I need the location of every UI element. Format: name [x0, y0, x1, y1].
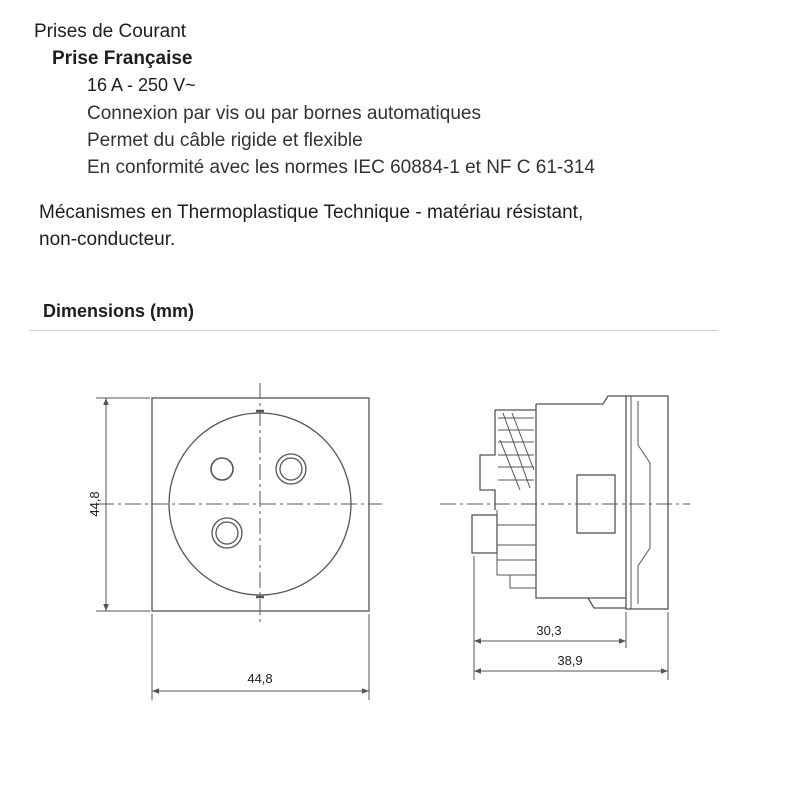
front-height-label: 44,8: [87, 491, 102, 517]
side-total-depth-label: 38,9: [557, 653, 583, 668]
mechanism-description-line2: non-conducteur.: [39, 229, 176, 250]
terminal-base: [510, 575, 536, 588]
side-body-depth-label: 30,3: [536, 623, 562, 638]
socket-hole-inner: [280, 458, 302, 480]
feature-item: En conformité avec les normes IEC 60884-1 et NF C 61-314: [87, 157, 595, 178]
socket-hole-inner: [216, 522, 238, 544]
feature-item: Permet du câble rigide et flexible: [87, 130, 363, 151]
side-body-bottom: [588, 598, 626, 608]
side-body-top: [536, 396, 626, 404]
dimensions-title: Dimensions (mm): [43, 301, 195, 321]
terminal-lower-detail: [497, 510, 536, 575]
side-view: [440, 396, 690, 609]
product-name: Prise Française: [52, 48, 193, 69]
feature-item: Connexion par vis ou par bornes automatiques: [87, 103, 481, 124]
earth-pin: [211, 458, 233, 480]
front-view: [98, 383, 382, 626]
faceplate-profile: [638, 401, 650, 604]
category-title: Prises de Courant: [34, 21, 187, 42]
mechanism-description-line1: Mécanismes en Thermoplastique Technique - matériau résistant,: [39, 202, 584, 223]
side-body-main: [536, 404, 626, 598]
terminal-detail: [500, 413, 534, 490]
front-width-dimension: [152, 614, 369, 700]
side-faceplate: [626, 396, 668, 609]
rating-text: 16 A - 250 V~: [87, 75, 196, 95]
rear-terminal-lower: [472, 515, 497, 553]
front-width-label: 44,8: [247, 671, 273, 686]
